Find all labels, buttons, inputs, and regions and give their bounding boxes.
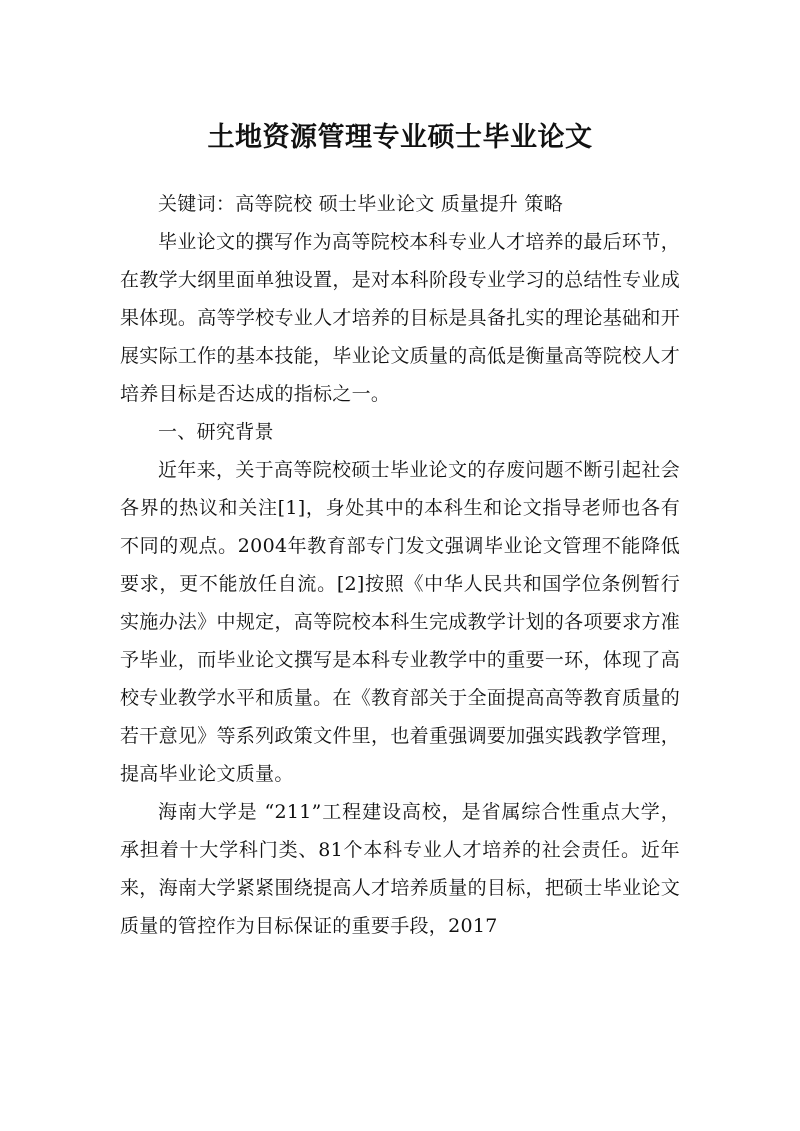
hainan-university-paragraph: 海南大学是 “211”工程建设高校，是省属综合性重点大学，承担着十大学科门类、81个本科专业人才培养的社会责任。近年来，海南大学紧紧围绕提高人才培养质量的目标，把硕士毕业论文质量的管控作为目标保证的重要手段，2017: [120, 801, 680, 937]
document-title: 土地资源管理专业硕士毕业论文: [207, 122, 593, 154]
document-body: [120, 185, 680, 945]
keywords-line: 关键词：高等院校 硕士毕业论文 质量提升 策略: [158, 193, 564, 215]
section-heading-research-background: 一、研究背景: [158, 421, 274, 443]
intro-paragraph: 毕业论文的撰写作为高等院校本科专业人才培养的最后环节，在教学大纲里面单独设置，是对本科阶段专业学习的总结性专业成果体现。高等学校专业人才培养的目标是具备扎实的理论基础和开展实际工作的基本技能，毕业论文质量的高低是衡量高等院校人才培养目标是否达成的指标之一。: [120, 231, 680, 405]
background-paragraph: 近年来，关于高等院校硕士毕业论文的存废问题不断引起社会各界的热议和关注[1]，身处其中的本科生和论文指导老师也各有不同的观点。2004年教育部专门发文强调毕业论文管理不能降低要求，更不能放任自流。[2]按照《中华人民共和国学位条例暂行实施办法》中规定，高等院校本科生完成教学计划的各项要求方准予毕业，而毕业论文撰写是本科专业教学中的重要一环，体现了高校专业教学水平和质量。在《教育部关于全面提高高等教育质量的若干意见》等系列政策文件里，也着重强调要加强实践教学管理，提高毕业论文质量。: [120, 459, 680, 785]
